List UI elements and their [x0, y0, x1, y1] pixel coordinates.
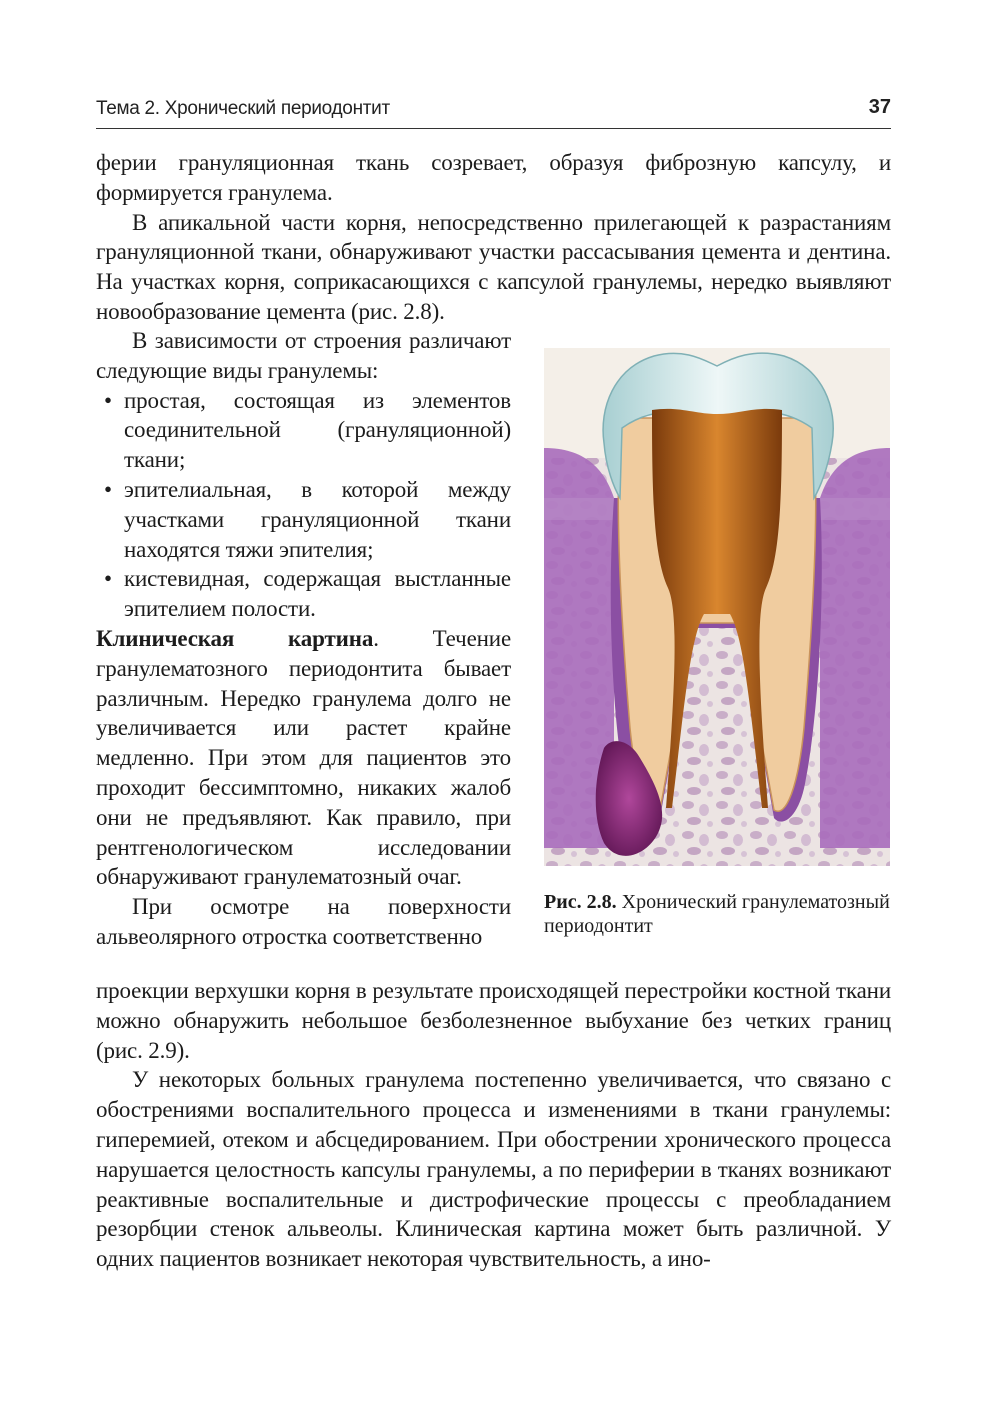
paragraph-2: В апикальной части корня, непосредственно прилегающей к разрастаниям грануляционной ткани, обнаруживают участки рассасывания цемента и дентина. На участках корня, соприкасающихся с капсулой гранулемы, нередко выявляют новообразование цемента (рис. 2.8). [96, 209, 891, 324]
paragraph-4 [96, 624, 511, 892]
figure-label: Рис. 2.8. [544, 891, 617, 913]
paragraph-3: В зависимости от строения различают следующие виды гранулемы: [96, 328, 511, 383]
tooth-illustration [544, 348, 890, 866]
paragraph-5-start: При осмотре на поверхности альвеолярного отростка соответственно [96, 894, 511, 949]
figure-caption-text: Хронический гранулематозный периодонтит [544, 891, 890, 937]
paragraph-5-end: проекции верхушки корня в результате происходящей перестройки костной ткани можно обнаружить небольшое безболезненное выбухание без четких границ (рис. 2.9). [96, 978, 891, 1063]
body-top [96, 148, 891, 327]
clinical-picture-heading: Клиническая картина [96, 625, 374, 651]
list-item: • эпителиальная, в которой между участками грануляционной ткани находятся тяжи эпителия; [104, 475, 511, 564]
page-number: 37 [868, 96, 891, 118]
figure-caption [544, 890, 890, 938]
paragraph-6: У некоторых больных гранулема постепенно увеличивается, что связано с обострениями воспалительного процесса и изменениями в ткани гранулемы: гиперемией, отеком и абсцедированием. При обострении хронического процесса нарушается целостность капсулы гранулемы, а по периферии в тканях возникают реактивные воспалительные и дистрофические процессы с преобладанием резорбции стенок альвеолы. Клиническая картина может быть различной. У одних пациентов возникает некоторая чувствительность, а ино- [96, 1067, 891, 1272]
body-left-column [96, 326, 511, 952]
body-bottom [96, 976, 891, 1274]
chapter-title: Тема 2. Хронический периодонтит [96, 98, 390, 119]
paragraph-4-text: . Течение гранулематозного периодонтита бывает различным. Нередко гранулема долго не увеличивается или растет крайне медленно. При этом для пациентов это проходит бессимптомно, никаких жалоб они не предъявляют. Как правило, при рентгенологическом исследовании обнаруживают гранулематозный очаг. [96, 625, 512, 890]
list-item: • кистевидная, содержащая выстланные эпителием полости. [104, 564, 511, 624]
list-item: • простая, состоящая из элементов соединительной (грануляционной) ткани; [104, 386, 511, 475]
tooth-figure [544, 348, 890, 866]
running-header [96, 92, 891, 129]
granuloma-types-list [96, 386, 511, 624]
paragraph-1: ферии грануляционная ткань созревает, образуя фиброзную капсулу, и формируется гранулема. [96, 150, 891, 205]
